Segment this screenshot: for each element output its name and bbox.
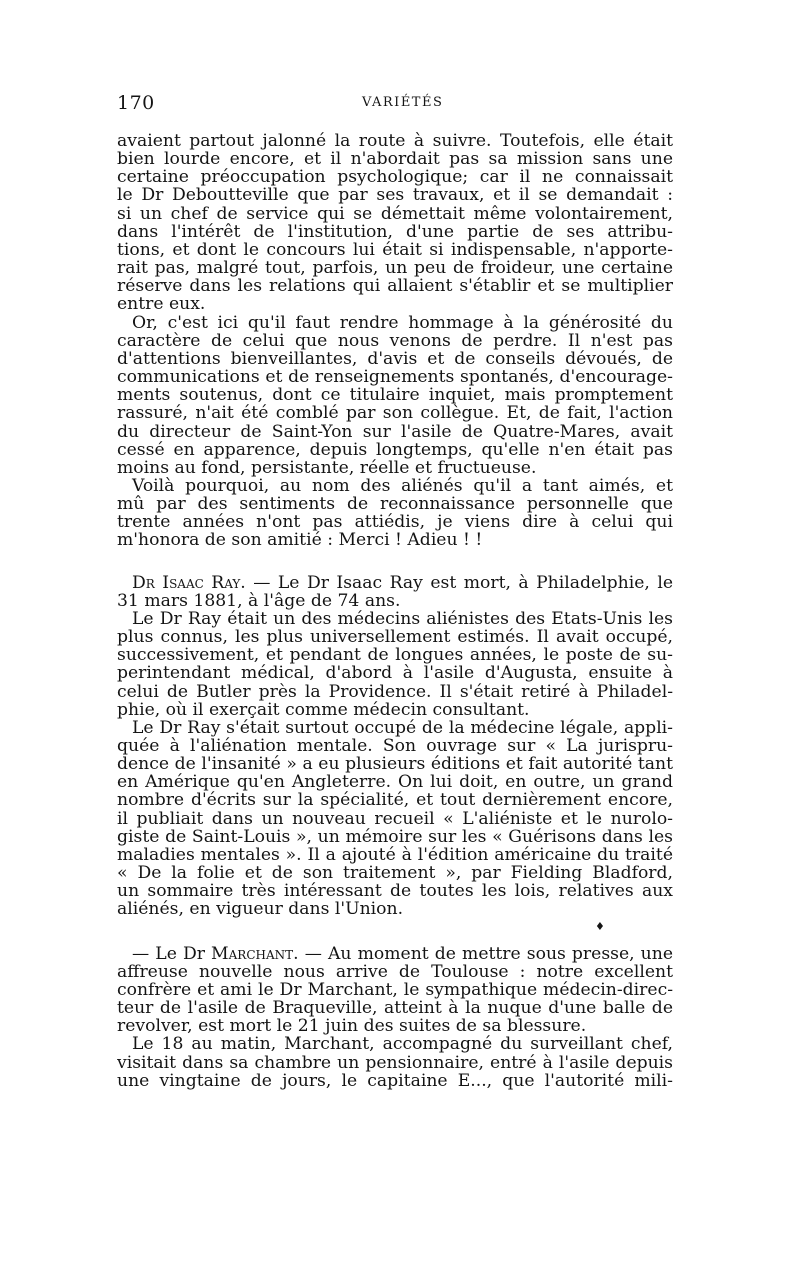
text-line: celui de Butler près la Providence. Il s'était retiré à Philadel- [117,682,673,701]
text-line: d'attentions bienveillantes, d'avis et de conseils dévoués, de [117,349,673,369]
heading-text: — Au moment de mettre sous presse, une [298,944,673,963]
text-line: perintendant médical, d'abord à l'asile d'Augusta, ensuite à [117,664,673,683]
text-line: teur de l'asile de Braqueville, atteint à la nuque d'une balle de [117,999,673,1018]
section-gap [117,935,673,945]
text-line: phie, où il exerçait comme médecin consultant. [117,700,530,719]
text-line: rait pas, malgré tout, parfois, un peu de froideur, une certaine [117,259,673,278]
text-line: le Dr Deboutteville que par ses travaux, et il se demandait : [117,186,673,205]
text-line: certaine préoccupation psychologique; car il ne connaissait [117,168,673,187]
paragraph [117,610,673,719]
text-line: rassuré, n'ait été comblé par son collègue. Et, de fait, l'action [117,404,673,423]
paragraph [117,719,673,919]
section-gap [117,550,673,574]
obituary-name: Dr Isaac Ray. [132,573,246,592]
paragraph [117,132,673,314]
paragraph [117,314,673,477]
text-line: maladies mentales ». Il a ajouté à l'édition américaine du traité [117,845,673,865]
text-line: 31 mars 1881, à l'âge de 74 ans. [117,591,401,610]
paragraph [117,477,673,550]
text-line: tions, et dont le concours lui était si indispensable, n'apporte- [117,240,673,260]
text-line: mû par des sentiments de reconnaissance personnelle que [117,495,673,514]
text-line: Le Dr Ray s'était surtout occupé de la médecine légale, appli- [132,718,673,737]
text-line: avaient partout jalonné la route à suivre. Toutefois, elle était [117,132,673,151]
text-line: du directeur de Saint-Yon sur l'asile de Quatre-Mares, avait [117,422,673,441]
section-heading-line [117,574,673,592]
text-line: dans l'intérêt de l'institution, d'une partie de ses attribu- [117,222,673,241]
text-line: entre eux. [117,295,206,314]
text-line: trente années n'ont pas attiédis, je viens dire à celui qui [117,513,673,532]
text-line: nombre d'écrits sur la spécialité, et tout dernièrement encore, [117,791,673,810]
text-line: successivement, et pendant de longues années, le poste de su- [117,646,673,665]
text-line: confrère et ami le Dr Marchant, le sympathique médecin-direc- [117,980,673,1000]
paragraph [117,1035,673,1089]
text-line: une vingtaine de jours, le capitaine E..., que l'autorité mili- [117,1071,673,1090]
text-line: Le 18 au matin, Marchant, accompagné du surveillant chef, [132,1035,673,1054]
text-line: quée à l'aliénation mentale. Son ouvrage sur « La jurispru- [117,737,673,756]
heading-lead: — Le Dr [132,944,212,963]
text-line: ments soutenus, dont ce titulaire inquiet, mais promptement [117,386,673,405]
obituary-name: Marchant. [211,944,299,963]
text-line: m'honora de son amitié : Merci ! Adieu ! ! [117,531,483,550]
text-line: en Amérique qu'en Angleterre. On lui doit, en outre, un grand [117,773,673,792]
divider-ornament-icon: ♦ [595,919,605,933]
text-line: un sommaire très intéressant de toutes les lois, relatives aux [117,882,673,901]
paragraph [117,945,673,1036]
text-line: il publiait dans un nouveau recueil « L'aliéniste et le nurolo- [117,809,673,828]
text-line: bien lourde encore, et il n'abordait pas sa mission sans une [117,150,673,169]
text-line: dence de l'insanité » a eu plusieurs éditions et fait autorité tant [117,755,673,774]
running-title: VARIÉTÉS [362,95,444,110]
running-head [117,92,673,122]
text-line: caractère de celui que nous venons de perdre. Il n'est pas [117,331,673,350]
heading-text: — Le Dr Isaac Ray est mort, à Philadelphie, le [245,573,673,592]
section-heading-line [117,945,673,963]
text-line: si un chef de service qui se démettait même volontairement, [117,204,673,223]
text-line: réserve dans les relations qui allaient s'établir et se multiplier [117,277,673,296]
text-line: Or, c'est ici qu'il faut rendre hommage à la générosité du [132,313,673,332]
book-page [117,92,673,1090]
text-line: aliénés, en vigueur dans l'Union. [117,900,404,919]
paragraph [117,574,673,610]
text-line: plus connus, les plus universellement estimés. Il avait occupé, [117,628,673,647]
text-line: cessé en apparence, depuis longtemps, qu'elle n'en était pas [117,440,673,459]
text-line: moins au fond, persistante, réelle et fructueuse. [117,458,537,477]
page-number: 170 [117,92,155,114]
text-line: Voilà pourquoi, au nom des aliénés qu'il a tant aimés, et [132,476,673,496]
text-line: affreuse nouvelle nous arrive de Toulouse : notre excellent [117,962,673,981]
text-line: visitait dans sa chambre un pensionnaire, entré à l'asile depuis [117,1053,673,1072]
text-line: « De la folie et de son traitement », par Fielding Bladford, [117,864,673,883]
text-line: communications et de renseignements spontanés, d'encourage- [117,368,673,387]
text-line: revolver, est mort le 21 juin des suites de sa blessure. [117,1017,587,1036]
body-text [117,132,673,1090]
text-line: giste de Saint-Louis », un mémoire sur les « Guérisons dans les [117,827,673,846]
text-line: Le Dr Ray était un des médecins aliénistes des Etats-Unis les [132,609,673,629]
